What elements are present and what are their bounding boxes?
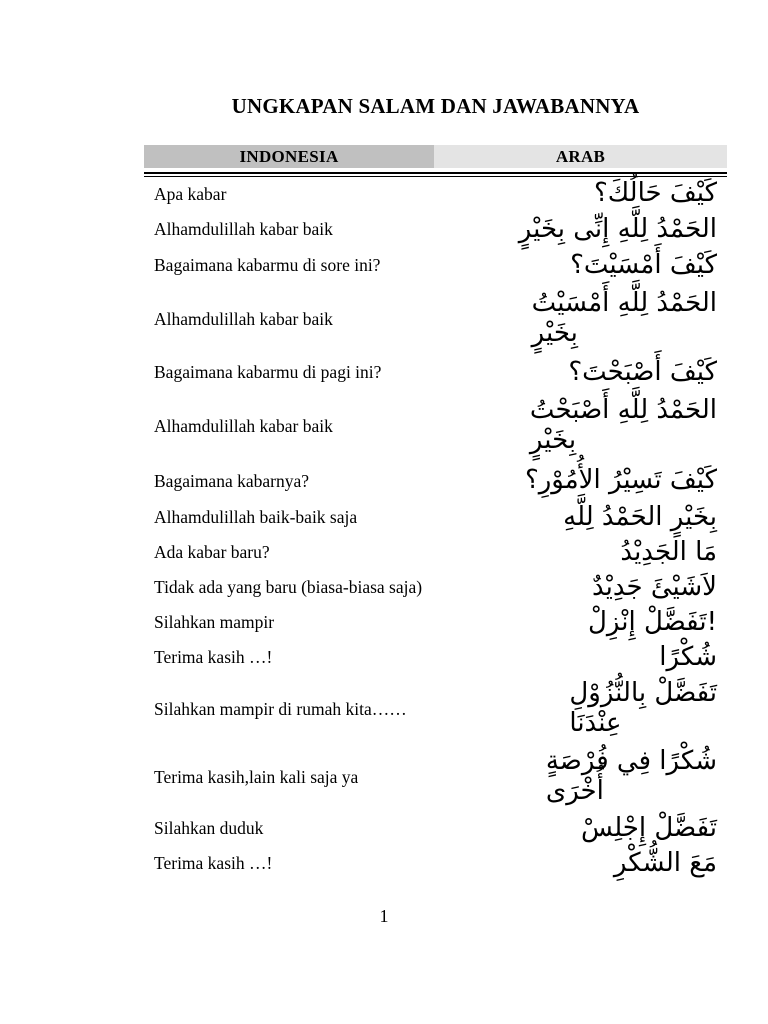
table-row xyxy=(144,462,727,500)
arabic-phrase xyxy=(546,743,717,811)
indonesian-phrase: Terima kasih …! xyxy=(154,853,273,873)
header-rule-thick xyxy=(144,172,727,174)
table-body xyxy=(144,177,727,881)
arabic-line: كَيْفَ أَمْسَيْتَ؟ xyxy=(570,249,717,280)
arabic-line: شُكْرًا xyxy=(659,641,717,672)
arabic-line: مَعَ الشُّكْرِ xyxy=(613,847,717,878)
arabic-phrase xyxy=(568,355,717,390)
indonesian-phrase: Bagaimana kabarmu di pagi ini? xyxy=(154,362,382,382)
arabic-phrase xyxy=(570,248,717,283)
arabic-line: كَيْفَ أَصْبَحْتَ؟ xyxy=(568,356,717,387)
arabic-line: تَفَضَّلْ بِالنُّزُوْلِ xyxy=(569,678,717,709)
arabic-line: بِخَيْرٍ الحَمْدُ لِلَّهِ xyxy=(563,501,717,532)
table-row xyxy=(144,390,727,462)
indonesian-phrase: Ada kabar baru? xyxy=(154,542,270,562)
indonesian-phrase: Alhamdulillah kabar baik xyxy=(154,415,333,436)
arabic-phrase xyxy=(530,390,717,462)
arabic-line: كَيْفَ حَالُكَ؟ xyxy=(593,178,717,209)
indonesian-phrase: Alhamdulillah kabar baik xyxy=(154,219,333,239)
header-indonesia: INDONESIA xyxy=(144,145,434,168)
indonesian-phrase: Bagaimana kabarnya? xyxy=(154,470,309,491)
indonesian-phrase: Apa kabar xyxy=(154,183,227,204)
indonesian-phrase: Silahkan mampir di rumah kita…… xyxy=(154,698,407,719)
arabic-phrase xyxy=(569,675,717,743)
arabic-line: كَيْفَ تَسِيْرُ الأُمُوْرِ؟ xyxy=(524,465,717,496)
table-row xyxy=(144,283,727,355)
arabic-phrase xyxy=(620,535,717,570)
arabic-phrase xyxy=(519,211,717,248)
arabic-line: !تَفَضَّلْ إِنْزِلْ xyxy=(587,606,717,637)
arabic-phrase xyxy=(532,283,717,355)
arabic-phrase xyxy=(588,605,717,640)
arabic-phrase xyxy=(525,462,717,500)
indonesian-phrase: Silahkan duduk xyxy=(154,818,264,838)
table-header xyxy=(144,145,727,168)
indonesian-phrase: Terima kasih …! xyxy=(154,647,273,667)
table-row xyxy=(144,675,727,743)
indonesian-phrase: Alhamdulillah kabar baik xyxy=(154,308,333,329)
arabic-phrase xyxy=(614,846,717,881)
arabic-line: بِخَيْرٍ xyxy=(531,318,578,348)
arabic-phrase xyxy=(563,500,717,535)
indonesian-phrase: Tidak ada yang baru (biasa-biasa saja) xyxy=(154,577,423,597)
table-row xyxy=(144,500,727,535)
page-title: UNGKAPAN SALAM DAN JAWABANNYA xyxy=(231,94,640,118)
table-row xyxy=(144,248,727,283)
indonesian-phrase: Silahkan mampir xyxy=(154,612,275,632)
arabic-line: الحَمْدُ لِلَّهِ أَصْبَحْتُ xyxy=(529,395,717,426)
salam-table xyxy=(144,145,727,881)
arabic-phrase xyxy=(592,570,717,605)
arabic-line: الحَمْدُ لِلَّهِ أَمْسَيْتُ xyxy=(531,288,717,319)
arabic-line: مَا الجَدِيْدُ xyxy=(620,536,717,567)
arabic-line: لاَشَيْئَ جَدِيْدٌ xyxy=(592,571,717,602)
arabic-line: أُخْرَى xyxy=(545,776,604,806)
table-row xyxy=(144,811,727,846)
table-row xyxy=(144,605,727,640)
arabic-line: عِنْدَنَا xyxy=(569,708,622,738)
table-row xyxy=(144,743,727,811)
indonesian-phrase: Terima kasih,lain kali saja ya xyxy=(154,766,359,787)
page-number: 1 xyxy=(379,906,389,926)
table-row xyxy=(144,211,727,248)
arabic-line: شُكْرًا فِي فُرْصَةٍ xyxy=(545,746,717,777)
table-row xyxy=(144,535,727,570)
arabic-phrase xyxy=(581,811,717,846)
table-row xyxy=(144,570,727,605)
arabic-line: بِخَيْرٍ xyxy=(529,425,577,455)
table-row xyxy=(144,177,727,211)
table-row xyxy=(144,355,727,390)
indonesian-phrase: Bagaimana kabarmu di sore ini? xyxy=(154,255,381,275)
table-row xyxy=(144,846,727,881)
arabic-phrase xyxy=(659,640,717,675)
arabic-line: تَفَضَّلْ إِجْلِسْ xyxy=(581,812,717,843)
header-arab: ARAB xyxy=(434,145,727,168)
arabic-line: الحَمْدُ لِلَّهِ إِنِّى بِخَيْرٍ xyxy=(518,213,717,244)
table-row xyxy=(144,640,727,675)
arabic-phrase xyxy=(594,177,717,211)
indonesian-phrase: Alhamdulillah baik-baik saja xyxy=(154,507,358,527)
